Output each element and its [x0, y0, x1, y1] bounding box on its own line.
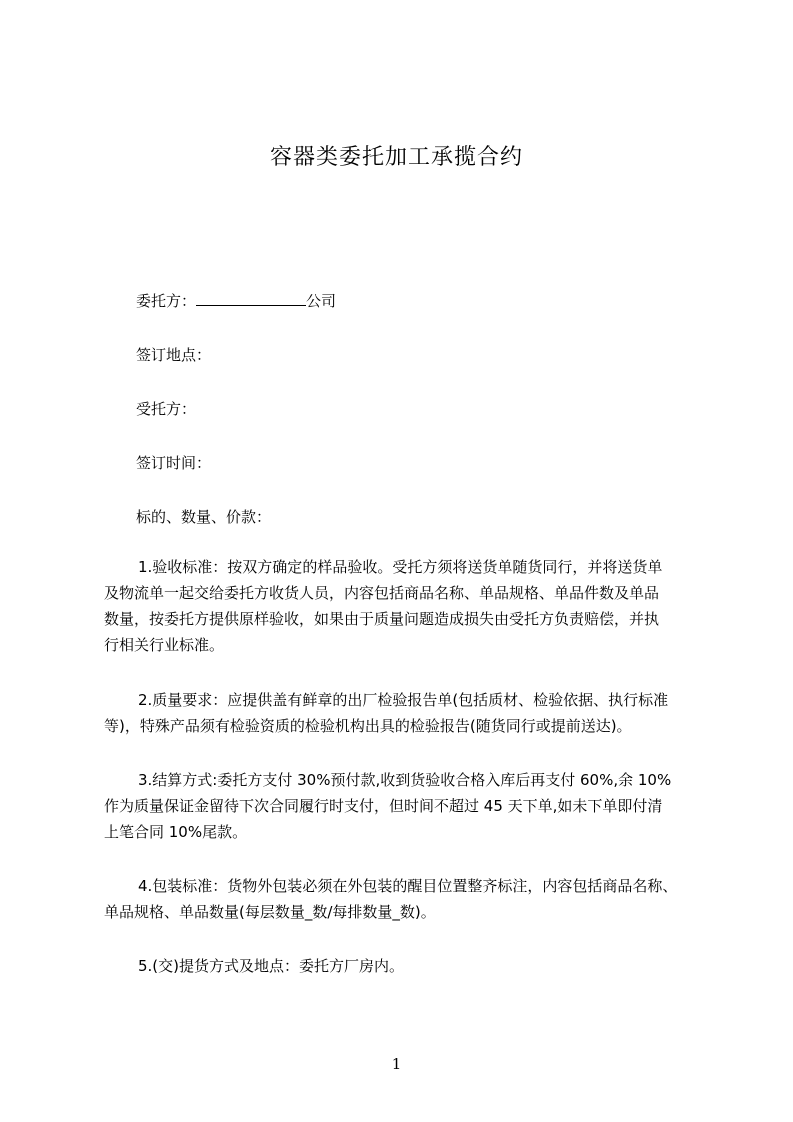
sign-place-field: 签订地点：	[136, 346, 212, 364]
clause-1-line: 行相关行业标准。	[104, 636, 225, 654]
clause-1-line: 1.验收标准：按双方确定的样品验收。受托方须将送货单随货同行，并将送货单	[138, 558, 663, 576]
clause-3-line: 作为质量保证金留待下次合同履行时支付，但时间不超过 45 天下单,如未下单即付清	[104, 797, 663, 815]
subject-field: 标的、数量、价款：	[136, 508, 272, 526]
page-number: 1	[391, 1055, 402, 1073]
clause-1-line: 数量，按委托方提供原样验收，如果由于质量问题造成损失由受托方负责赔偿，并执	[104, 610, 660, 628]
clause-2-line: 等)，特殊产品须有检验资质的检验机构出具的检验报告(随货同行或提前送达)。	[104, 717, 632, 735]
sign-time-field: 签订时间：	[136, 454, 212, 472]
contractor-field: 受托方：	[136, 400, 197, 418]
principal-suffix: 公司	[306, 292, 337, 310]
clause-2	[104, 687, 704, 739]
document-title: 容器类委托加工承揽合约	[269, 145, 523, 170]
clause-5-line: 5.(交)提货方式及地点：委托方厂房内。	[138, 957, 405, 975]
principal-blank-line	[196, 291, 306, 306]
clause-4-line: 单品规格、单品数量(每层数量_数/每排数量_数)。	[104, 903, 436, 921]
clause-2-line: 2.质量要求：应提供盖有鲜章的出厂检验报告单(包括质材、检验依据、执行标准	[138, 691, 669, 709]
clause-5	[104, 953, 704, 979]
clause-1	[104, 554, 704, 658]
clause-3-line: 上笔合同 10%尾款。	[104, 823, 248, 841]
clause-3-line: 3.结算方式:委托方支付 30%预付款,收到货验收合格入库后再支付 60%,余 10%	[138, 771, 672, 789]
clause-3	[104, 767, 704, 845]
principal-field	[136, 290, 336, 311]
clause-4	[104, 873, 704, 925]
principal-label: 委托方：	[136, 292, 197, 310]
clause-4-line: 4.包装标准：货物外包装必须在外包装的醒目位置整齐标注，内容包括商品名称、	[138, 877, 678, 895]
clause-1-line: 及物流单一起交给委托方收货人员，内容包括商品名称、单品规格、单品件数及单品	[104, 584, 660, 602]
